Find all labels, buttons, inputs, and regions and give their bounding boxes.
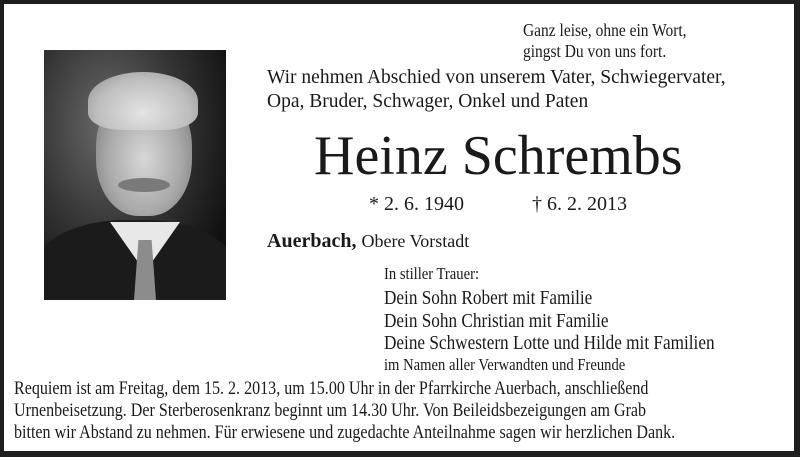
residence-town: Auerbach, (267, 230, 357, 252)
notice-line: bitten wir Abstand zu nehmen. Für erwiesene und zugedachte Anteilnahme sagen wir herzlichen Dank. (14, 422, 676, 443)
intro-line: Wir nehmen Abschied von unserem Vater, Schwiegervater, (267, 67, 726, 88)
residence-street: Obere Vorstadt (361, 231, 470, 251)
notice-line: Requiem ist am Freitag, dem 15. 2. 2013, um 15.00 Uhr in der Pfarrkirche Auerbach, anschließend (14, 378, 649, 399)
photo-hair (88, 72, 198, 130)
deceased-name: Heinz Schrembs (314, 125, 683, 187)
motto-line: gingst Du von uns fort. (523, 41, 667, 61)
motto-line: Ganz leise, ohne ein Wort, (523, 20, 687, 40)
mourner-line: Deine Schwestern Lotte und Hilde mit Familien (384, 332, 715, 354)
notice-line: Urnenbeisetzung. Der Sterberosenkranz beginnt um 14.30 Uhr. Von Beileidsbezeigungen am Grab (14, 400, 647, 421)
residence (267, 231, 469, 251)
mourner-line: Dein Sohn Robert mit Familie (384, 287, 593, 309)
mourner-line: Dein Sohn Christian mit Familie (384, 310, 609, 332)
mourners-heading: In stiller Trauer: (384, 264, 480, 283)
portrait-photo (44, 50, 226, 300)
birth-date: * 2. 6. 1940 (369, 193, 464, 215)
obituary-notice (4, 4, 794, 451)
intro-line: Opa, Bruder, Schwager, Onkel und Paten (267, 91, 589, 112)
photo-moustache (118, 178, 170, 192)
mourners-closing: im Namen aller Verwandten und Freunde (384, 355, 626, 374)
death-date: † 6. 2. 2013 (532, 193, 627, 215)
